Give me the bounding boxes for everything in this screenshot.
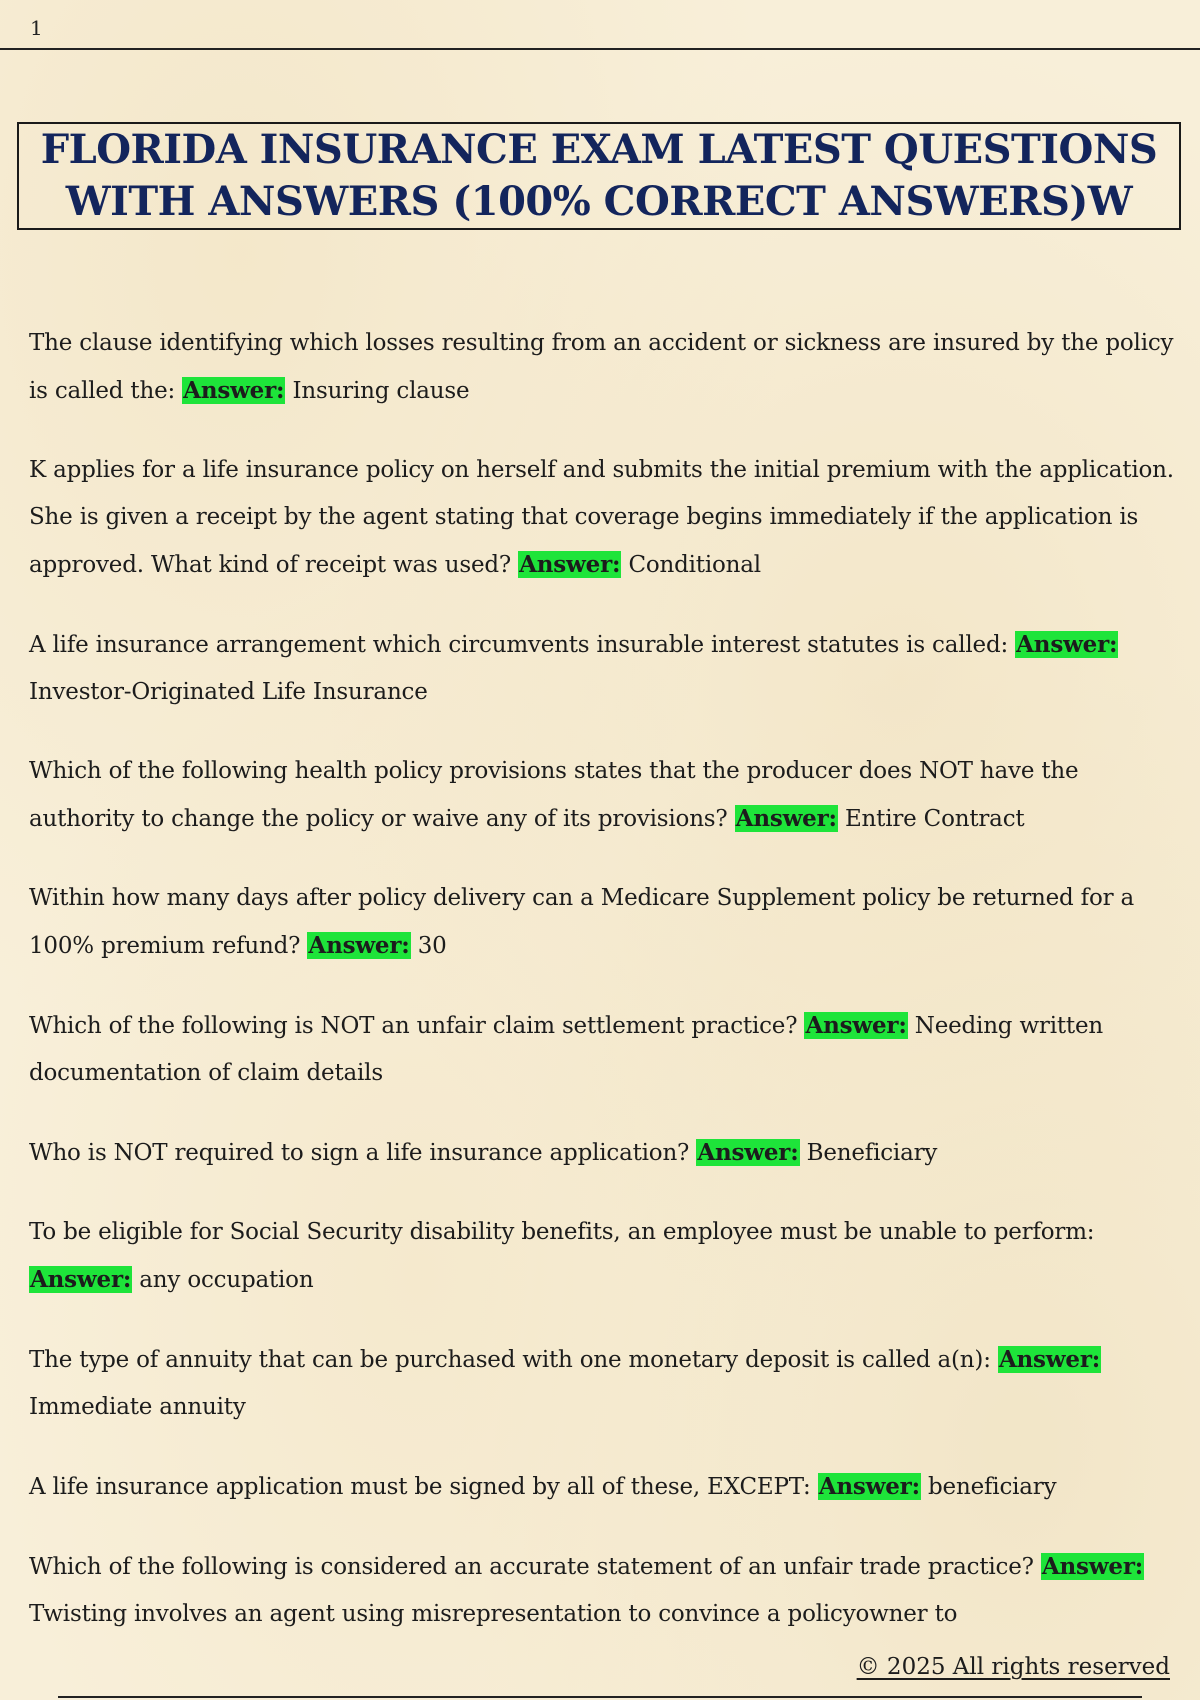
answer-label: Answer: <box>818 1473 920 1500</box>
question-text: To be eligible for Social Security disability benefits, an employee must be unable to perform: <box>29 1219 1095 1245</box>
qa-item <box>29 447 1179 589</box>
title-line-1: FLORIDA INSURANCE EXAM LATEST QUESTIONS <box>40 126 1158 173</box>
answer-text: Needing written documentation of claim details <box>29 1013 1103 1086</box>
page-number: 1 <box>30 16 43 40</box>
question-text: The clause identifying which losses resulting from an accident or sickness are insured by the policy is called the: <box>29 330 1174 404</box>
question-text: K applies for a life insurance policy on herself and submits the initial premium with the application. She is given a receipt by the agent stating that coverage begins immediately if the application is approved. What kind of receipt was used? <box>29 457 1174 578</box>
answer-text: Conditional <box>628 552 761 578</box>
qa-item <box>29 1129 1179 1177</box>
qa-list <box>29 320 1179 1670</box>
qa-item <box>29 1463 1179 1511</box>
question-text: The type of annuity that can be purchased with one monetary deposit is called a(n): <box>29 1347 991 1373</box>
answer-text: Beneficiary <box>806 1140 938 1166</box>
header-rule <box>0 48 1200 50</box>
question-text: Who is NOT required to sign a life insurance application? <box>29 1140 690 1166</box>
answer-text: Immediate annuity <box>29 1394 246 1420</box>
answer-label: Answer: <box>1016 631 1118 658</box>
copyright-footer: © 2025 All rights reserved <box>856 1654 1170 1680</box>
answer-label: Answer: <box>519 551 621 578</box>
qa-item <box>29 875 1179 970</box>
answer-text: any occupation <box>139 1267 314 1293</box>
qa-item <box>29 621 1179 716</box>
answer-label: Answer: <box>1041 1553 1144 1580</box>
title-box <box>17 122 1181 230</box>
question-text: Within how many days after policy delivery can a Medicare Supplement policy be returned for a 100% premium refund? <box>29 885 1135 959</box>
title-line-2: WITH ANSWERS (100% CORRECT ANSWERS)W <box>65 178 1133 225</box>
answer-text: Twisting involves an agent using misrepresentation to convince a policyowner to <box>29 1601 958 1627</box>
answer-text: Entire Contract <box>844 806 1025 832</box>
qa-item <box>29 1336 1179 1431</box>
answer-label: Answer: <box>805 1012 907 1039</box>
qa-item <box>29 1002 1179 1097</box>
question-text: A life insurance arrangement which circumvents insurable interest statutes is called: <box>29 632 1009 658</box>
answer-text: Insuring clause <box>292 378 470 404</box>
answer-text: Investor-Originated Life Insurance <box>29 679 428 705</box>
footer-rule <box>58 1696 1142 1698</box>
qa-item <box>29 320 1179 415</box>
question-text: A life insurance application must be signed by all of these, EXCEPT: <box>29 1474 811 1500</box>
qa-item <box>29 1543 1179 1638</box>
document-title <box>31 124 1168 228</box>
qa-item <box>29 748 1179 843</box>
question-text: Which of the following is considered an accurate statement of an unfair trade practice? <box>29 1554 1034 1580</box>
answer-label: Answer: <box>30 1266 132 1293</box>
answer-label: Answer: <box>308 932 410 959</box>
answer-label: Answer: <box>697 1139 799 1166</box>
qa-item <box>29 1209 1179 1304</box>
question-text: Which of the following health policy provisions states that the producer does NOT have the authority to change the policy or waive any of its provisions? <box>29 758 1079 832</box>
answer-label: Answer: <box>998 1346 1101 1373</box>
answer-label: Answer: <box>183 377 285 404</box>
answer-text: beneficiary <box>928 1474 1057 1500</box>
answer-text: 30 <box>417 933 447 959</box>
question-text: Which of the following is NOT an unfair claim settlement practice? <box>29 1013 798 1039</box>
answer-label: Answer: <box>735 805 837 832</box>
